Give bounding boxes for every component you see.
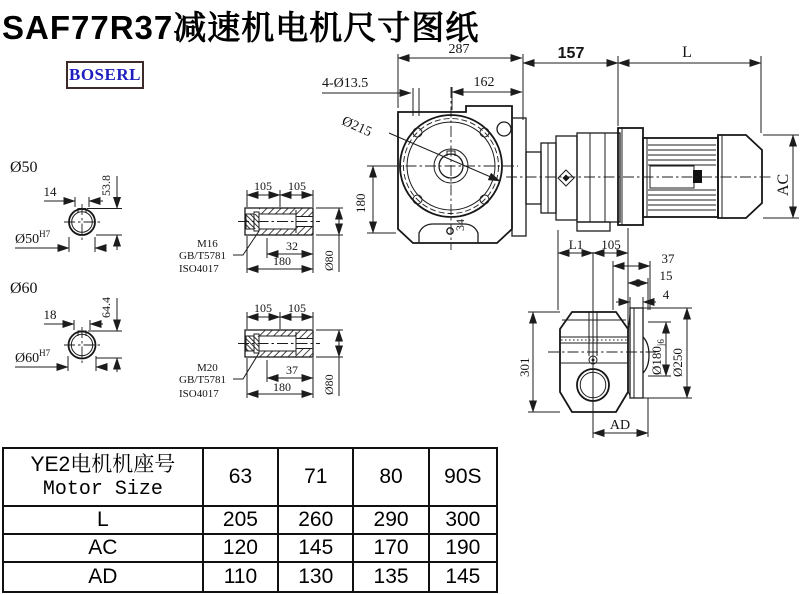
m20-pitch1: 105 (254, 301, 272, 315)
dim-holes (322, 76, 419, 116)
solid-shaft-60 (10, 280, 122, 372)
dim-105-label: 105 (601, 237, 621, 252)
dim-180-label: 180 (353, 193, 368, 213)
table-row-AD (3, 562, 497, 592)
cell-L-63: 205 (203, 506, 278, 534)
motor-size-header-cn: YE2电机机座号 (30, 453, 176, 476)
m20-screw: M20 (197, 362, 218, 374)
m16-pitch1: 105 (254, 179, 272, 193)
motor-side-view (506, 118, 772, 236)
dim-157 (523, 45, 618, 126)
cell-AC-90S: 190 (429, 534, 497, 562)
table-row-AC (3, 534, 497, 562)
page-title: SAF77R37减速机电机尺寸图纸 (2, 9, 480, 46)
cell-AC-71: 145 (278, 534, 353, 562)
gearbox-side-view (517, 228, 692, 438)
m20-pitch2: 105 (288, 301, 306, 315)
m16-standard2: ISO4017 (179, 263, 219, 275)
motor-size-table (2, 447, 498, 593)
table-row-L (3, 506, 497, 534)
dim-4-label: 4 (662, 287, 670, 302)
m16-dia: Ø80 (322, 250, 336, 271)
shaft60-bore-label: $Ø60^{H7}$ (15, 348, 51, 366)
row-label-AC: AC (3, 534, 203, 562)
m16-length: 180 (273, 254, 291, 268)
dim-162 (452, 75, 522, 110)
col-header-90S: 90S (429, 448, 497, 506)
dim-L1-label: L1 (568, 237, 584, 252)
cell-AD-71: 130 (278, 562, 353, 592)
gearbox-front-view (386, 87, 518, 250)
table-header-row (3, 448, 497, 506)
m20-dia: Ø80 (322, 374, 336, 395)
row-label-L: L (3, 506, 203, 534)
col-header-80: 80 (353, 448, 428, 506)
dim-flange-dia (339, 114, 500, 181)
dim-287-label: 287 (448, 42, 470, 57)
boserl-logo: BOSERL (66, 61, 144, 89)
dim-AD-label: AD (609, 418, 631, 433)
m16-screw: M16 (197, 238, 218, 250)
dim-157-label: 157 (557, 45, 585, 62)
dim-AC-label: AC (775, 173, 792, 196)
motor-fins (648, 145, 716, 210)
cell-L-80: 290 (353, 506, 428, 534)
cell-AD-90S: 145 (429, 562, 497, 592)
dim-37-label: 37 (661, 251, 675, 266)
shaft60-keyheight: 64.4 (99, 297, 113, 318)
hollow-shaft-m16 (179, 179, 343, 275)
dim-flange-label: Ø215 (339, 113, 374, 141)
m16-standard1: GB/T5781 (179, 250, 227, 262)
dim-180-vert (353, 166, 397, 233)
dim-180j6-label: $Ø180_{j6}$ (649, 339, 666, 375)
m20-standard2: ISO4017 (179, 388, 219, 400)
dim-L (618, 44, 761, 133)
m20-standard1: GB/T5781 (179, 374, 227, 386)
cell-AC-80: 170 (353, 534, 428, 562)
cell-AD-63: 110 (203, 562, 278, 592)
dim-301-label: 301 (517, 357, 532, 377)
shaft50-keyheight: 53.8 (99, 175, 113, 196)
m16-depth: 32 (286, 239, 298, 253)
shaft60-keywidth: 18 (43, 307, 57, 322)
solid-shaft-50 (10, 159, 122, 252)
cell-AD-80: 135 (353, 562, 428, 592)
col-header-63: 63 (203, 448, 278, 506)
hollow-shaft-m20 (179, 301, 343, 400)
dim-holes-label: 4-Ø13.5 (322, 76, 369, 91)
m16-pitch2: 105 (288, 179, 306, 193)
shaft60-label: Ø60 (10, 280, 38, 297)
dim-AC (763, 135, 799, 218)
dim-162-label: 162 (473, 75, 495, 90)
col-header-71: 71 (278, 448, 353, 506)
shaft50-bore-label: $Ø50^{H7}$ (15, 229, 51, 247)
dim-34-label: 34 (453, 219, 467, 231)
cell-L-90S: 300 (429, 506, 497, 534)
m20-depth: 37 (286, 363, 298, 377)
motor-size-header-en: Motor Size (42, 478, 163, 501)
motor-size-header (3, 448, 203, 506)
shaft50-keywidth: 14 (43, 184, 57, 199)
cell-AC-63: 120 (203, 534, 278, 562)
dim-L-label: L (682, 44, 692, 61)
dim-250-label: Ø250 (670, 348, 685, 377)
dim-287 (398, 42, 523, 120)
m20-length: 180 (273, 380, 291, 394)
cell-L-71: 260 (278, 506, 353, 534)
dim-15-label: 15 (659, 268, 673, 283)
row-label-AD: AD (3, 562, 203, 592)
shaft50-label: Ø50 (10, 159, 38, 176)
